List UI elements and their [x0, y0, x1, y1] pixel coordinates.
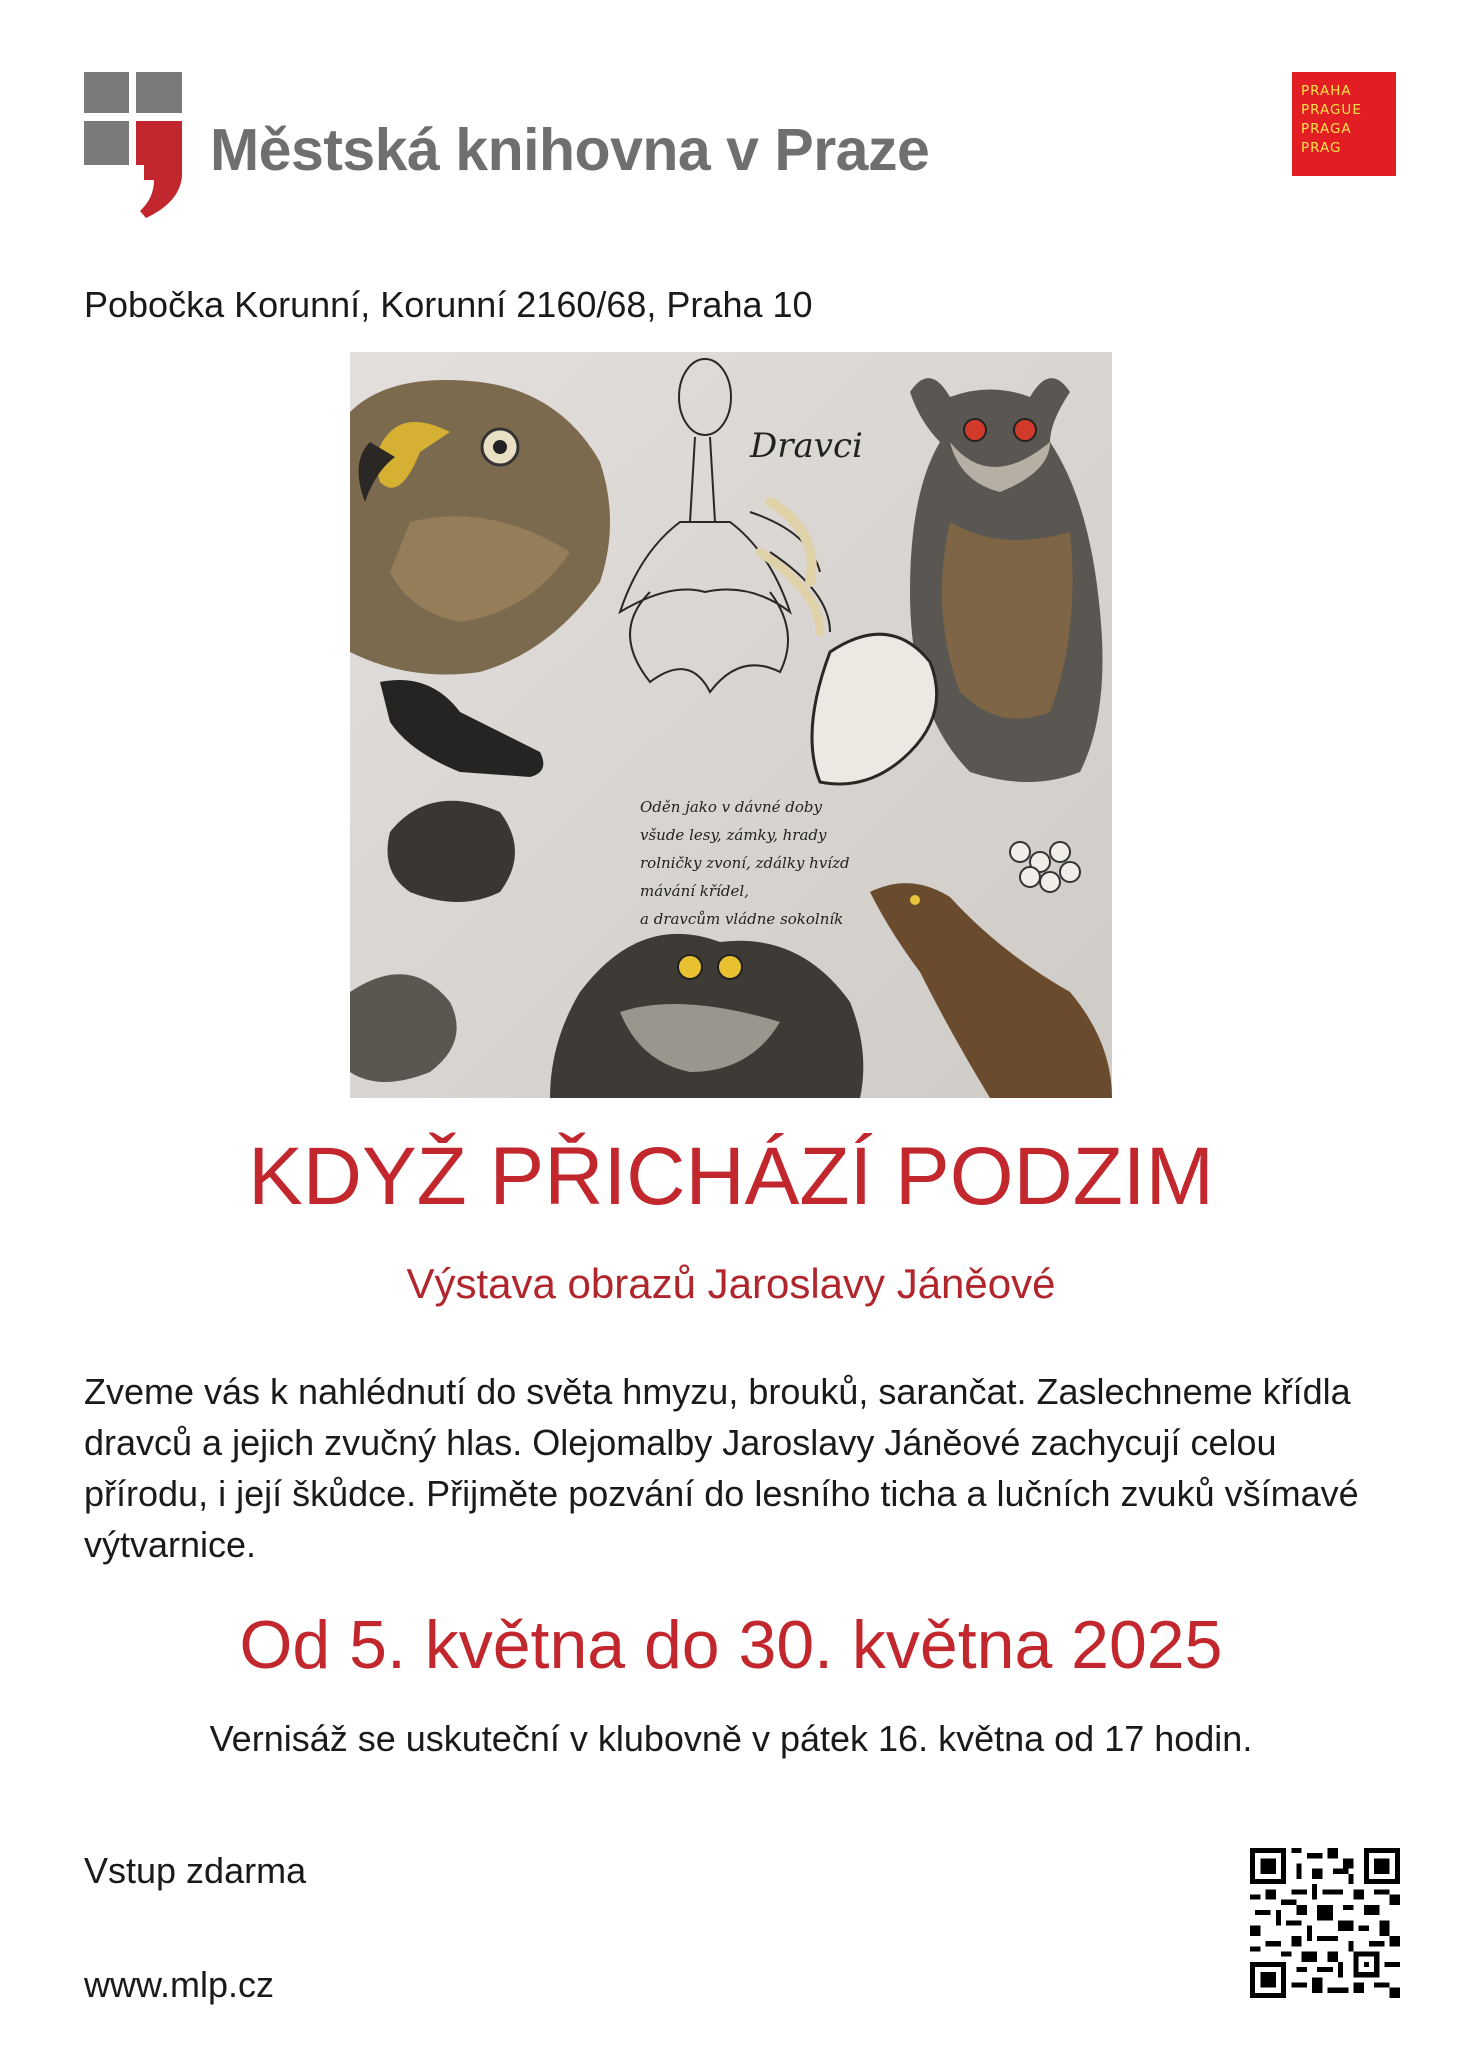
- praha-logo: [1292, 72, 1396, 176]
- painting-inscription: Dravci: [750, 426, 863, 466]
- library-logo: [84, 72, 1004, 222]
- poem-line-4: mávání křídel,: [640, 882, 749, 900]
- praha-logo-line-3: PRAGA: [1301, 121, 1352, 137]
- bag-drawing: [388, 801, 516, 902]
- poem-line-3: rolničky zvoní, zdálky hvízd: [640, 854, 850, 872]
- praha-logo-line-4: PRAG: [1301, 140, 1342, 156]
- library-logo-icon: [84, 72, 194, 222]
- qr-code-icon[interactable]: [1250, 1848, 1400, 1998]
- vernissage-info: Vernisáž se uskuteční v klubovně v pátek 16. května od 17 hodin.: [209, 1718, 1253, 1759]
- event-dates: Od 5. května do 30. května 2025: [239, 1607, 1223, 1683]
- library-name: Městská knihovna v Praze: [210, 117, 930, 183]
- praha-logo-line-2: PRAGUE: [1301, 102, 1362, 118]
- exhibition-painting: [350, 352, 1112, 1098]
- branch-address: Pobočka Korunní, Korunní 2160/68, Praha 10: [84, 284, 813, 325]
- event-title: KDYŽ PŘICHÁZÍ PODZIM: [248, 1131, 1214, 1222]
- poem-line-1: Oděn jako v dávné doby: [640, 798, 822, 816]
- event-subtitle: Výstava obrazů Jaroslavy Jáněové: [406, 1260, 1056, 1307]
- praha-logo-line-1: PRAHA: [1301, 83, 1352, 99]
- poem-line-2: všude lesy, zámky, hrady: [640, 826, 827, 844]
- poem-line-5: a dravcům vládne sokolník: [640, 910, 844, 928]
- entry-fee: Vstup zdarma: [84, 1850, 307, 1891]
- event-description: Zveme vás k nahlédnutí do světa hmyzu, brouků, sarančat. Zaslechneme křídla dravců a jejich zvučný hlas. Olejomalby Jaroslavy Jáněové zachycují celou přírodu, i její škůdce. Přijměte pozvání do lesního ticha a lučních zvuků všímavé výtvarnice.: [84, 1371, 1359, 1565]
- website-link[interactable]: www.mlp.cz: [84, 1964, 275, 2005]
